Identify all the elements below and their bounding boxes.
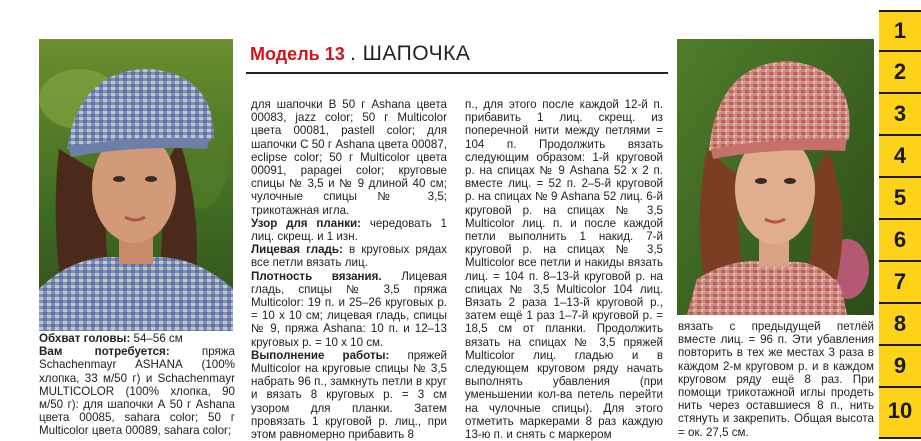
model-photo-left: [39, 39, 233, 331]
head-size-label: Обхват головы:: [39, 332, 131, 345]
text-column-3: [465, 98, 663, 441]
tab-3[interactable]: 3: [879, 94, 921, 136]
instructions-paragraph: [251, 349, 447, 441]
head-size-paragraph: [39, 332, 235, 345]
pattern-paragraph: [251, 217, 447, 243]
gauge-paragraph: [251, 270, 447, 349]
tab-7[interactable]: 7: [879, 262, 921, 304]
materials-paragraph: [39, 345, 235, 437]
stockinette-text: в круговых рядах все петли вязать лиц.: [251, 243, 448, 270]
section-number-tabs: [879, 0, 921, 439]
model-name: . ШАПОЧКА: [350, 42, 471, 65]
text-column-4: [678, 320, 874, 439]
model-photo-right: [677, 39, 874, 315]
materials-label: Вам потребуется:: [39, 345, 170, 359]
tab-1[interactable]: 1: [879, 10, 921, 52]
tab-5[interactable]: 5: [879, 178, 921, 220]
text-column-1: [39, 332, 235, 438]
materials-text: пряжа Schachenmayr ASHANA (100% хлопка, 33 м/50 г) и Schachenmayr MULTICOLOR (100% хлопка, 90 м/50 г): для шапочки А 50 г Ashana цвета 00085, sahara color; 50 г Multicolor цвета 00089, sahara color;: [39, 345, 235, 438]
stockinette-paragraph: [251, 243, 447, 269]
woman-in-knit-beret-image: [39, 39, 233, 331]
model-number: Модель 13: [250, 44, 345, 64]
woman-in-pink-beret-image: [677, 39, 874, 315]
title-underline: [246, 72, 668, 74]
instructions-continued: п., для этого после каждой 12-й п. прибавить 1 лиц. скрещ. из поперечной нити между петлями = 104 п. Продолжить вязать следующим образом: 1-й круговой р. на спицах № 9 Ashana 52 х 2 п. вместе лиц. = 52 п. 2–5-й круговой р. на спицах № 9 Ashana 52 лиц. 6-й круговой р. на спицах № 3,5 Multicolor лиц. п. и после каждой петли выполнить 1 накид. 7-й круговой р. на спицах № 3,5 Multicolor все петли и накиды вязать лиц. = 104 п. 8–13-й круговой р. на спицах № 3,5 Multicolor 104 лиц. Вязать 2 раза 1–13-й круговой р., затем ещё 1 раз 1–7-й круговой р. = 18,5 см от планки. Продолжить вязать на спицах № 3,5 пряжей Multicolor лиц. гладью и в следующем круговом ряду начать выполнять убавления (при уменьшении кол-ва петель перейти на чулочные спицы). Для этого отметить маркерами 8 раз каждую 13-ю п. и снять с маркером: [465, 98, 663, 441]
stockinette-label: Лицевая гладь:: [251, 243, 343, 257]
tab-9[interactable]: 9: [879, 346, 921, 388]
gauge-label: Плотность вязания.: [251, 269, 382, 283]
article-title: [246, 38, 668, 74]
text-column-2: [251, 98, 447, 441]
tab-2[interactable]: 2: [879, 52, 921, 94]
instructions-label: Выполнение работы:: [251, 348, 390, 362]
gauge-text: Лицевая гладь, спицы № 3,5 пряжа Multicolor: 19 п. и 25–26 круговых р. = 10 х 10 см; лицевая гладь, спицы № 9, пряжа Ashana: 10 п. и 12–13 круговых р. = 10 х 10 см.: [251, 269, 447, 349]
tab-8[interactable]: 8: [879, 304, 921, 346]
tab-6[interactable]: 6: [879, 220, 921, 262]
finishing-paragraph: вязать с предыдущей петлёй вместе лиц. = 96 п. Эти убавления повторить в тех же местах 3 раза в каждом 2-м круговом р. и в каждом круговом ряду ещё 8 раз. При помощи трикотажной иглы продеть нить через оставшиеся 8 п., нить стянуть и закрепить. Общая высота = ок. 27,5 см.: [678, 320, 874, 439]
pattern-text: чередовать 1 лиц. скрещ. и 1 изн.: [251, 216, 447, 244]
instructions-text: пряжей Multicolor на круговые спицы № 3,5 набрать 96 п., замкнуть петли в круг и вязать 8 круговых р. = 3 см узором для планки. Затем провязать 1 круговой р. лиц., при этом равномерно прибавить 8: [251, 348, 448, 441]
head-size-value: 54–56 см: [130, 332, 183, 345]
tab-10[interactable]: 10: [879, 388, 921, 439]
tab-4[interactable]: 4: [879, 136, 921, 178]
materials-continued: для шапочки В 50 г Ashana цвета 00083, jazz color; 50 г Multicolor цвета 00081, pastell color; для шапочки С 50 г Ashana цвета 00087, eclipse color; 50 г Multicolor цвета 00091, papagei color; круговые спицы № 3,5 и № 9 длиной 40 см; чулочные спицы № 3,5; трикотажная игла.: [251, 98, 447, 217]
pattern-label: Узор для планки:: [251, 216, 361, 230]
